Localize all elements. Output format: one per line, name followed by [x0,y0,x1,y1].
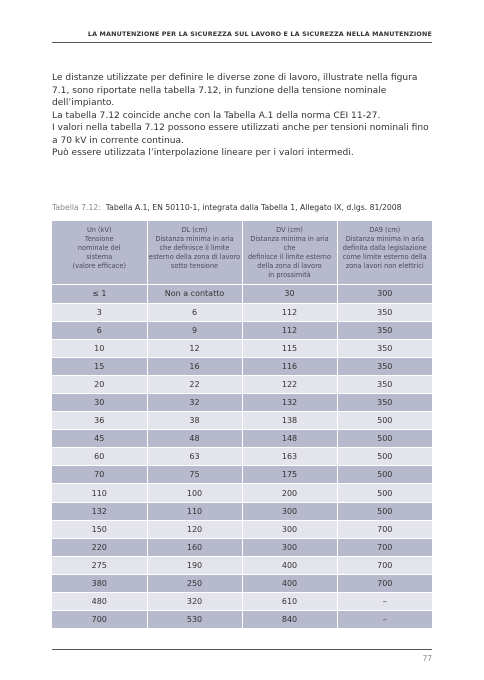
table-cell: 350 [337,339,432,357]
table-cell: 840 [242,611,337,629]
header-line: Distanza minima in aria [345,234,424,243]
table-cell: 15 [52,357,147,375]
table-row [52,484,432,502]
table-row [52,430,432,448]
caption-label: Tabella 7.12: [52,203,101,212]
table-header-row [52,221,432,285]
table-cell: 500 [337,430,432,448]
table-cell: 36 [52,412,147,430]
table-row [52,339,432,357]
paragraph: La tabella 7.12 coincide anche con la Tabella A.1 della norma CEI 11-27. [52,110,381,121]
header-line: definita dalla legislazione [342,243,427,252]
header-line: esterno della zona di lavoro [148,252,241,261]
table-row [52,357,432,375]
table-cell: 500 [337,484,432,502]
table-row [52,375,432,393]
table-cell: 20 [52,375,147,393]
header-line: Distanza minima in aria [155,234,234,243]
table-cell: 400 [242,574,337,592]
table-cell: 45 [52,430,147,448]
table-cell: 12 [147,339,242,357]
table-cell: ≤ 1 [52,285,147,303]
table-cell: 132 [52,502,147,520]
table-row [52,448,432,466]
table-cell: 120 [147,520,242,538]
table-cell: 320 [147,593,242,611]
table-cell: 6 [147,303,242,321]
table-row [52,574,432,592]
table-cell: 110 [147,502,242,520]
table-cell: 275 [52,556,147,574]
table-cell: 112 [242,303,337,321]
table-cell: 100 [147,484,242,502]
table-cell: – [337,611,432,629]
table-cell: 700 [337,520,432,538]
table-cell: 350 [337,357,432,375]
header-line: (valore efficace) [72,261,126,270]
table-cell: 75 [147,466,242,484]
table-cell: 70 [52,466,147,484]
table-cell: 300 [242,520,337,538]
table-cell: 160 [147,538,242,556]
table-cell: 150 [52,520,147,538]
paragraph: Le distanze utilizzate per definire le diverse zone di lavoro, illustrate nella figura 7.1, sono riportate nella tabella 7.12, in funzione della tensione nominale dell’impianto. [52,73,418,108]
table-cell: 132 [242,394,337,412]
table-cell: 190 [147,556,242,574]
table-cell: 500 [337,466,432,484]
table-cell: 63 [147,448,242,466]
header-line: in prossimità [268,270,311,279]
table-row [52,285,432,303]
caption-title: Tabella A.1, EN 50110-1, integrata dalla Tabella 1, Allegato IX, d.lgs. 81/2008 [105,203,402,212]
header-line: come limite esterno della [342,252,427,261]
table-caption [52,203,434,212]
table-cell: 300 [337,285,432,303]
table-cell: Non a contatto [147,285,242,303]
table-cell: 350 [337,394,432,412]
table-cell: 700 [52,611,147,629]
table-cell: 500 [337,412,432,430]
header-dl [147,221,242,285]
page-number: 77 [422,654,432,663]
table-cell: 115 [242,339,337,357]
header-line: sotto tensione [170,261,219,270]
table-cell: 32 [147,394,242,412]
table-row [52,593,432,611]
table-cell: 112 [242,321,337,339]
header-dv [242,221,337,285]
table-cell: 400 [242,556,337,574]
table-cell: – [337,593,432,611]
table-row [52,412,432,430]
table-cell: 350 [337,303,432,321]
header-da9 [337,221,432,285]
table-cell: 175 [242,466,337,484]
table-row [52,520,432,538]
header-un [52,221,147,285]
table-row [52,538,432,556]
header-line: Distanza minima in aria che [250,234,329,252]
table-cell: 38 [147,412,242,430]
table-cell: 138 [242,412,337,430]
footer-rule [52,649,432,650]
table-cell: 9 [147,321,242,339]
table-row [52,502,432,520]
header-line: che definisce il limite [159,243,230,252]
table-cell: 380 [52,574,147,592]
table-cell: 220 [52,538,147,556]
table-cell: 300 [242,502,337,520]
table-cell: 3 [52,303,147,321]
table-cell: 500 [337,448,432,466]
table-cell: 480 [52,593,147,611]
table-cell: 163 [242,448,337,466]
table-cell: 350 [337,375,432,393]
body-text [52,72,434,160]
header-line: DL (cm) [181,226,208,234]
table-row [52,466,432,484]
header-line: DA9 (cm) [369,226,401,234]
header-line: Un (kV) [86,226,112,234]
table-cell: 6 [52,321,147,339]
table-cell: 500 [337,502,432,520]
header-line: Tensione [84,234,114,243]
table-row [52,321,432,339]
header-line: zona lavori non elettrici [345,261,424,270]
header-line: nominale del [77,243,121,252]
table-cell: 700 [337,556,432,574]
table-body [52,285,432,628]
table-row [52,556,432,574]
table-row [52,303,432,321]
table-cell: 250 [147,574,242,592]
table-cell: 300 [242,538,337,556]
table-cell: 700 [337,574,432,592]
table-cell: 10 [52,339,147,357]
header-line: sistema [86,252,113,261]
table-cell: 22 [147,375,242,393]
header-line: definisce il limite esterno [248,252,331,261]
table-cell: 30 [52,394,147,412]
table-cell: 610 [242,593,337,611]
header-rule [52,42,432,43]
header-line: DV (cm) [276,226,303,234]
running-header: LA MANUTENZIONE PER LA SICUREZZA SUL LAVORO E LA SICUREZZA NELLA MANUTENZIONE [87,30,432,38]
table-cell: 48 [147,430,242,448]
table-cell: 60 [52,448,147,466]
distance-table [52,221,432,628]
table-cell: 700 [337,538,432,556]
paragraph: I valori nella tabella 7.12 possono essere utilizzati anche per tensioni nominali fino a 70 kV in corrente continua. [52,123,429,146]
table-cell: 148 [242,430,337,448]
table-cell: 16 [147,357,242,375]
table-cell: 110 [52,484,147,502]
table-cell: 116 [242,357,337,375]
table-row [52,394,432,412]
header-line: della zona di lavoro [257,261,322,270]
table-row [52,611,432,629]
table-cell: 122 [242,375,337,393]
table-cell: 350 [337,321,432,339]
table-cell: 530 [147,611,242,629]
table-cell: 200 [242,484,337,502]
paragraph: Può essere utilizzata l’interpolazione lineare per i valori intermedi. [52,148,354,158]
table-cell: 30 [242,285,337,303]
